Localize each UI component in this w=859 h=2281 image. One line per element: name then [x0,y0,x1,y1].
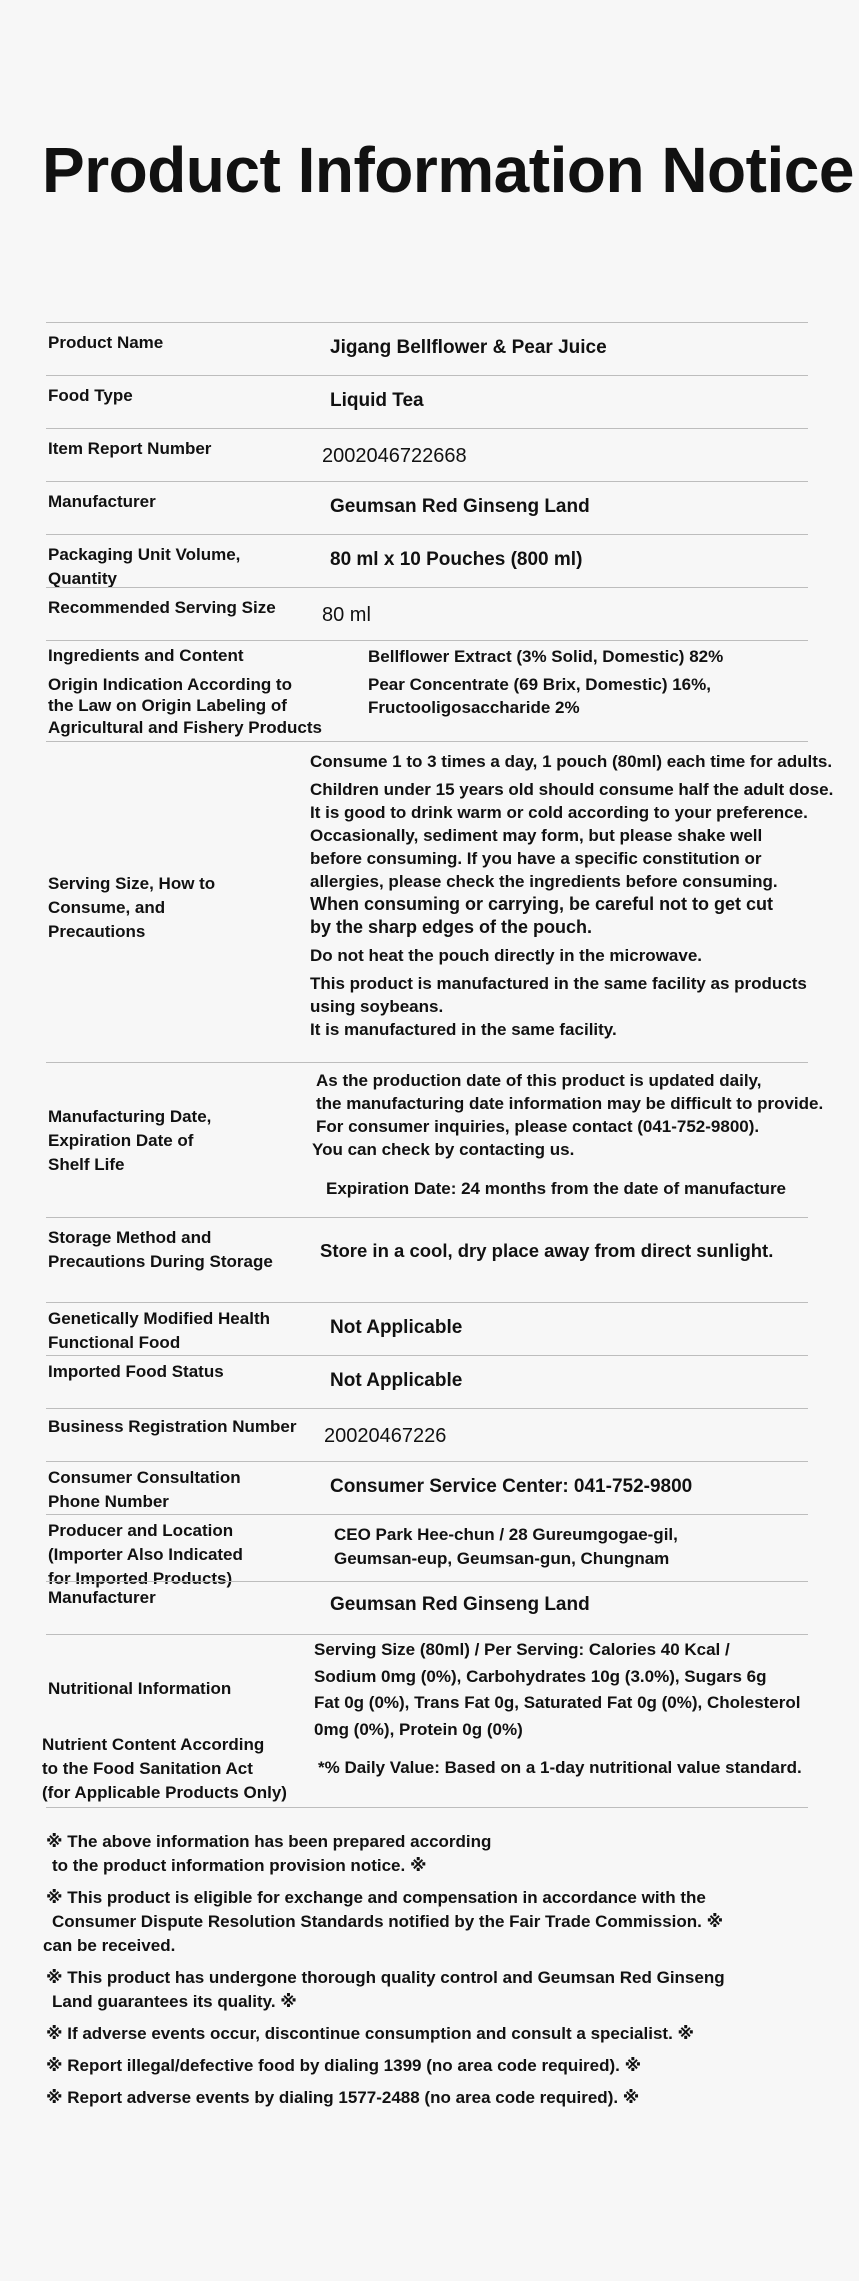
value-line: before consuming. If you have a specific constitution or [310,849,762,868]
product-info-table [42,322,834,1808]
value-manufacturing-date [312,1069,823,1200]
row-item-report-number [46,428,808,481]
label-line: Genetically Modified Health [48,1309,270,1328]
row-product-name [46,322,808,375]
value-line: Geumsan-eup, Geumsan-gun, Chungnam [334,1548,670,1568]
label-line: Consumer Consultation [48,1468,241,1487]
row-business-reg [46,1408,808,1461]
row-serving-size [46,587,808,640]
label-line: Origin Indication According to [48,674,292,694]
value-line: using soybeans. [310,997,444,1016]
label-manufacturing-date [48,1105,211,1177]
value-line: Serving Size (80ml) / Per Serving: Calories 40 Kcal / [314,1640,730,1659]
note-4 [46,2022,816,2046]
label-serving-size: Recommended Serving Size [48,598,276,617]
value-gmo: Not Applicable [330,1317,463,1338]
page-title: Product Information Notice [42,134,854,206]
label-line: Packaging Unit Volume, [48,545,241,564]
label-line: Functional Food [48,1333,181,1352]
label-business-reg: Business Registration Number [48,1417,297,1436]
note-2 [43,1886,816,1958]
label-manufacturer-2: Manufacturer [48,1588,156,1607]
label-product-name: Product Name [48,333,164,352]
value-product-name: Jigang Bellflower & Pear Juice [330,337,607,358]
label-line: Expiration Date of [48,1131,194,1150]
value-line: Consume 1 to 3 times a day, 1 pouch (80ml) each time for adults. [310,752,833,771]
value-producer [334,1523,678,1570]
value-line: As the production date of this product is updated daily, [316,1071,762,1090]
label-line: Precautions During Storage [48,1252,273,1271]
label-line: Consume, and [48,898,166,917]
note-6 [46,2086,816,2110]
notice-notes [43,1830,816,2110]
value-line: Fructooligosaccharide 2% [368,698,580,717]
label-line: (for Applicable Products Only) [42,1783,287,1802]
value-ingredients [368,645,723,720]
row-manufacturing-date [46,1062,824,1217]
label-item-report-number: Item Report Number [48,439,212,458]
value-nutrition [314,1637,802,1782]
value-line: Children under 15 years old should consume half the adult dose. [310,780,834,799]
label-ingredients [48,645,322,738]
label-imported: Imported Food Status [48,1362,224,1381]
label-line: Serving Size, How to [48,874,216,893]
row-nutrition [42,1634,808,1808]
note-1 [46,1830,816,1878]
row-packaging [46,534,808,587]
label-food-type: Food Type [48,386,133,405]
label-line: Shelf Life [48,1155,125,1174]
label-nutrient-content [42,1733,287,1805]
note-line: ※ If adverse events occur, discontinue consumption and consult a specialist. ※ [46,2024,695,2043]
value-line: Occasionally, sediment may form, but please shake well [310,826,763,845]
value-manufacturer-2: Geumsan Red Ginseng Land [330,1594,590,1615]
row-manufacturer-2 [46,1581,808,1634]
value-manufacturer: Geumsan Red Ginseng Land [330,496,590,517]
label-nutrition: Nutritional Information [48,1679,232,1698]
daily-value-note: *% Daily Value: Based on a 1-day nutritional value standard. [318,1758,802,1777]
value-food-type: Liquid Tea [330,390,424,411]
value-line: by the sharp edges of the pouch. [310,917,593,937]
label-line: for Imported Products) [48,1569,233,1588]
label-line: Agricultural and Fishery Products [48,717,322,737]
value-line: Sodium 0mg (0%), Carbohydrates 10g (3.0%), Sugars 6g [314,1666,767,1686]
note-line: ※ This product is eligible for exchange and compensation in accordance with the [46,1888,706,1907]
row-imported [46,1355,808,1408]
value-imported: Not Applicable [330,1370,463,1391]
label-line: Producer and Location [48,1521,234,1540]
label-line: Precautions [48,922,146,941]
value-line: For consumer inquiries, please contact (041-752-9800). [316,1117,760,1136]
row-consultation [46,1461,808,1514]
value-line: You can check by contacting us. [312,1140,575,1159]
expiration-date: Expiration Date: 24 months from the date of manufacture [326,1179,787,1198]
value-line: CEO Park Hee-chun / 28 Gureumgogae-gil, [334,1525,678,1544]
row-manufacturer [46,481,808,534]
value-line: Pear Concentrate (69 Brix, Domestic) 16%, [368,674,711,694]
label-consultation [48,1466,241,1514]
value-line: When consuming or carrying, be careful not to get cut [310,894,774,914]
note-line: ※ Report adverse events by dialing 1577-2488 (no area code required). ※ [46,2088,640,2107]
label-line: (Importer Also Indicated [48,1545,243,1564]
row-producer [46,1514,808,1588]
label-line: Manufacturing Date, [48,1107,212,1126]
value-line: Bellflower Extract (3% Solid, Domestic) 82% [368,647,724,666]
value-serving-size: 80 ml [322,604,371,626]
value-business-reg: 20020467226 [324,1425,447,1447]
row-storage [46,1217,808,1302]
label-line: to the Food Sanitation Act [42,1759,253,1778]
value-line: 0mg (0%), Protein 0g (0%) [314,1719,523,1739]
label-serving-how [48,872,215,944]
label-line: Phone Number [48,1492,169,1511]
label-line: Storage Method and [48,1228,212,1247]
note-line: to the product information provision notice. ※ [52,1856,427,1875]
note-5 [46,2054,816,2078]
value-line: allergies, please check the ingredients before consuming. [310,872,778,891]
row-ingredients [46,640,808,741]
value-line: It is manufactured in the same facility. [310,1020,617,1039]
value-storage: Store in a cool, dry place away from direct sunlight. [320,1240,774,1261]
note-line: Consumer Dispute Resolution Standards notified by the Fair Trade Commission. ※ [52,1912,724,1931]
label-line: Nutrient Content According [42,1735,265,1754]
label-gmo [48,1307,270,1355]
value-consultation: Consumer Service Center: 041-752-9800 [330,1476,693,1497]
value-line: Do not heat the pouch directly in the microwave. [310,946,703,965]
label-line: the Law on Origin Labeling of [48,696,287,715]
value-packaging: 80 ml x 10 Pouches (800 ml) [330,549,583,570]
label-manufacturer: Manufacturer [48,492,156,511]
label-line: Ingredients and Content [48,646,244,665]
row-serving-how [46,741,834,1062]
note-line: can be received. [43,1936,176,1955]
value-line: the manufacturing date information may be difficult to provide. [316,1094,824,1113]
row-gmo [46,1302,808,1355]
value-item-report-number: 2002046722668 [322,445,467,467]
label-storage [48,1226,273,1274]
value-serving-how [310,750,833,1041]
note-line: ※ The above information has been prepared according [46,1832,492,1851]
row-food-type [46,375,808,428]
note-line: Land guarantees its quality. ※ [52,1992,297,2011]
note-line: ※ This product has undergone thorough quality control and Geumsan Red Ginseng [46,1968,725,1987]
value-line: It is good to drink warm or cold according to your preference. [310,803,808,822]
label-line: Quantity [48,569,117,588]
value-line: Fat 0g (0%), Trans Fat 0g, Saturated Fat 0g (0%), Cholesterol [314,1693,801,1712]
note-line: ※ Report illegal/defective food by dialing 1399 (no area code required). ※ [46,2056,642,2075]
note-3 [46,1966,816,2014]
value-line: This product is manufactured in the same facility as products [310,974,807,993]
label-packaging [48,543,240,591]
